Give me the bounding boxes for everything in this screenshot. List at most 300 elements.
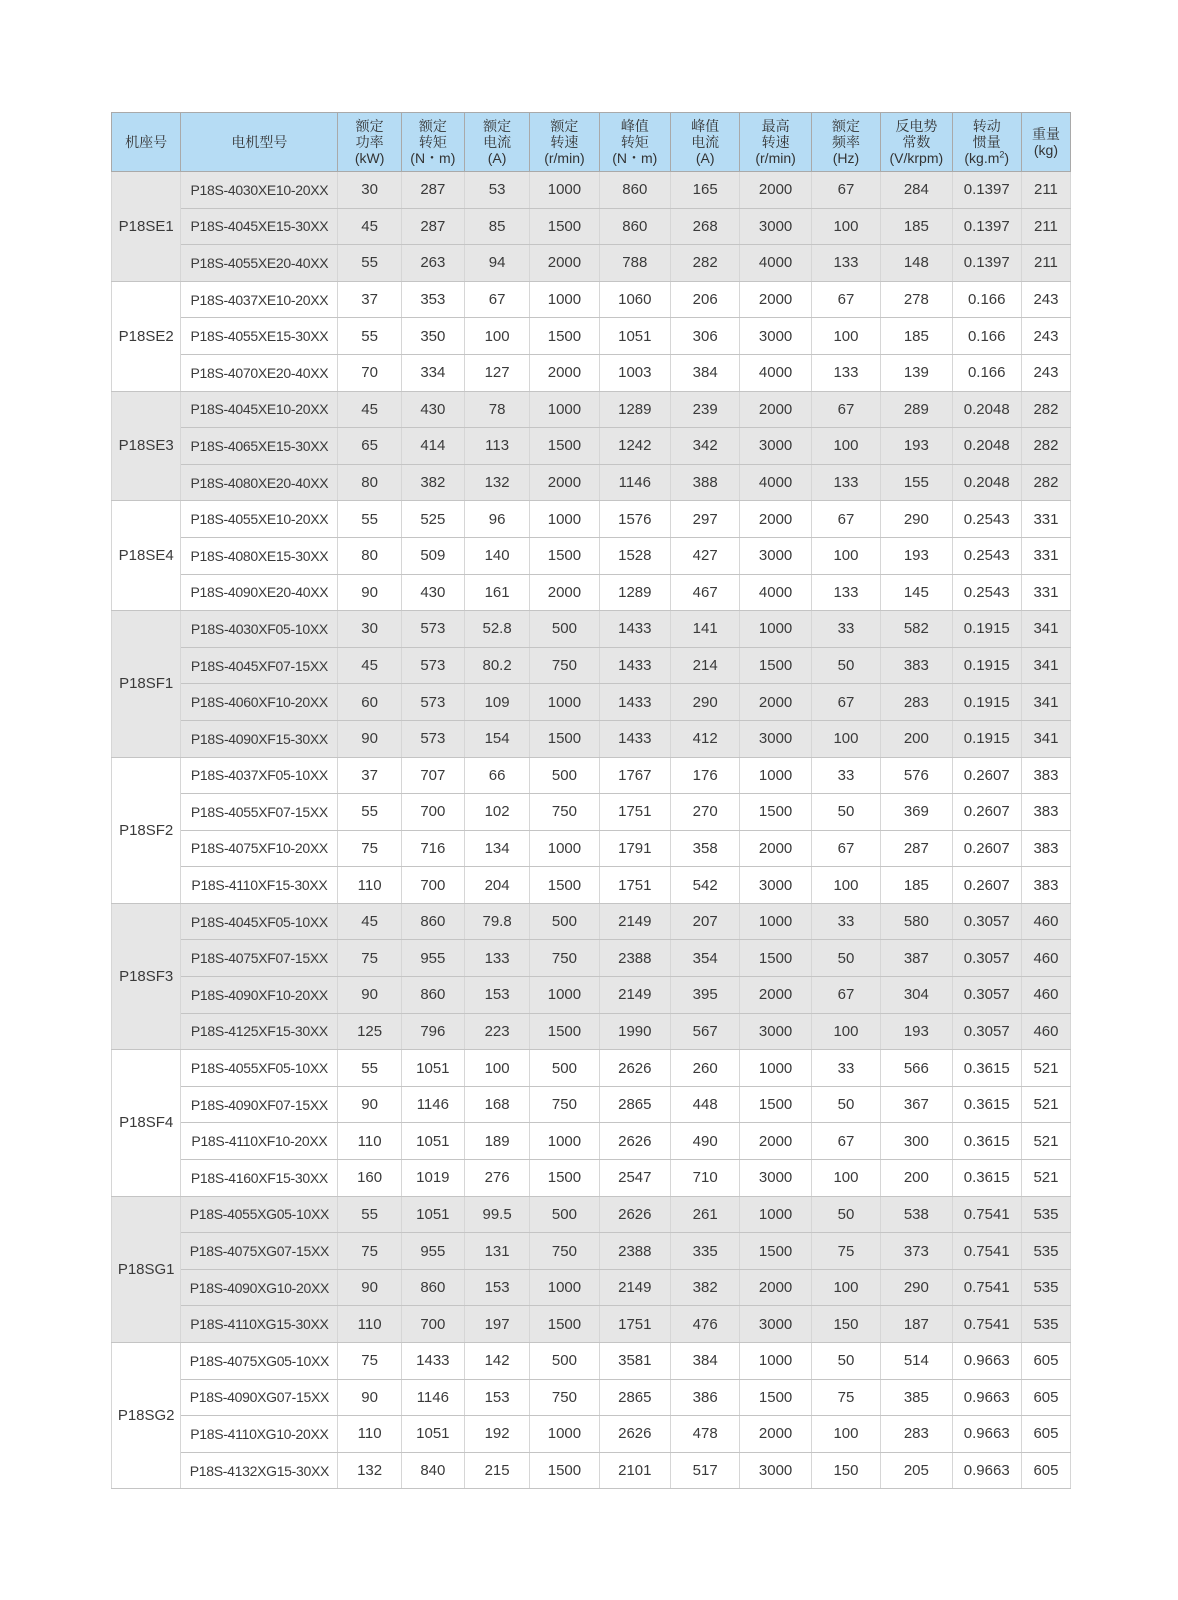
- value-cell: 4000: [740, 354, 811, 391]
- value-cell: 525: [401, 501, 464, 538]
- value-cell: 1751: [599, 867, 670, 904]
- value-cell: 0.3057: [952, 940, 1021, 977]
- value-cell: 1000: [530, 391, 599, 428]
- value-cell: 2626: [599, 1123, 670, 1160]
- model-cell: P18S-4110XF15-30XX: [181, 867, 338, 904]
- value-cell: 304: [881, 977, 952, 1014]
- table-row: [112, 903, 1071, 940]
- value-cell: 200: [881, 1160, 952, 1197]
- value-cell: 2149: [599, 903, 670, 940]
- value-cell: 341: [1021, 611, 1070, 648]
- value-cell: 1576: [599, 501, 670, 538]
- value-cell: 113: [464, 428, 529, 465]
- value-cell: 342: [671, 428, 740, 465]
- model-cell: P18S-4045XE15-30XX: [181, 208, 338, 245]
- value-cell: 750: [530, 794, 599, 831]
- value-cell: 52.8: [464, 611, 529, 648]
- value-cell: 161: [464, 574, 529, 611]
- table-body: [112, 172, 1071, 1489]
- value-cell: 1000: [740, 757, 811, 794]
- value-cell: 1051: [401, 1050, 464, 1087]
- value-cell: 750: [530, 1233, 599, 1270]
- value-cell: 134: [464, 830, 529, 867]
- value-cell: 341: [1021, 720, 1070, 757]
- header-rated-speed: 额定 转速 (r/min): [530, 113, 599, 172]
- value-cell: 1289: [599, 391, 670, 428]
- frame-cell: P18SG2: [112, 1343, 181, 1489]
- value-cell: 125: [338, 1013, 401, 1050]
- value-cell: 750: [530, 1086, 599, 1123]
- table-row: [112, 940, 1071, 977]
- value-cell: 605: [1021, 1343, 1070, 1380]
- value-cell: 100: [811, 867, 880, 904]
- frame-cell: P18SF4: [112, 1050, 181, 1196]
- value-cell: 290: [881, 1269, 952, 1306]
- value-cell: 369: [881, 794, 952, 831]
- value-cell: 100: [811, 208, 880, 245]
- value-cell: 214: [671, 647, 740, 684]
- value-cell: 1500: [740, 1086, 811, 1123]
- frame-cell: P18SF1: [112, 611, 181, 757]
- model-cell: P18S-4055XF07-15XX: [181, 794, 338, 831]
- value-cell: 430: [401, 574, 464, 611]
- value-cell: 3000: [740, 1160, 811, 1197]
- value-cell: 140: [464, 537, 529, 574]
- value-cell: 788: [599, 245, 670, 282]
- value-cell: 350: [401, 318, 464, 355]
- value-cell: 1000: [530, 501, 599, 538]
- value-cell: 750: [530, 1379, 599, 1416]
- value-cell: 80.2: [464, 647, 529, 684]
- value-cell: 383: [1021, 794, 1070, 831]
- value-cell: 2626: [599, 1050, 670, 1087]
- model-cell: P18S-4090XF07-15XX: [181, 1086, 338, 1123]
- table-row: [112, 1379, 1071, 1416]
- value-cell: 155: [881, 464, 952, 501]
- table-row: [112, 1013, 1071, 1050]
- value-cell: 0.166: [952, 354, 1021, 391]
- value-cell: 1000: [740, 903, 811, 940]
- model-cell: P18S-4110XG10-20XX: [181, 1416, 338, 1453]
- value-cell: 289: [881, 391, 952, 428]
- value-cell: 3000: [740, 428, 811, 465]
- table-row: [112, 537, 1071, 574]
- value-cell: 517: [671, 1452, 740, 1489]
- value-cell: 0.2048: [952, 464, 1021, 501]
- table-row: [112, 245, 1071, 282]
- table-row: [112, 464, 1071, 501]
- value-cell: 2000: [530, 574, 599, 611]
- value-cell: 0.7541: [952, 1269, 1021, 1306]
- value-cell: 1500: [740, 1233, 811, 1270]
- value-cell: 50: [811, 1086, 880, 1123]
- value-cell: 100: [811, 1160, 880, 1197]
- value-cell: 605: [1021, 1416, 1070, 1453]
- model-cell: P18S-4075XG07-15XX: [181, 1233, 338, 1270]
- value-cell: 0.3615: [952, 1086, 1021, 1123]
- value-cell: 860: [401, 1269, 464, 1306]
- value-cell: 2101: [599, 1452, 670, 1489]
- value-cell: 0.2607: [952, 830, 1021, 867]
- value-cell: 45: [338, 208, 401, 245]
- model-cell: P18S-4055XG05-10XX: [181, 1196, 338, 1233]
- value-cell: 80: [338, 537, 401, 574]
- value-cell: 160: [338, 1160, 401, 1197]
- value-cell: 127: [464, 354, 529, 391]
- model-cell: P18S-4080XE15-30XX: [181, 537, 338, 574]
- table-row: [112, 977, 1071, 1014]
- value-cell: 243: [1021, 318, 1070, 355]
- value-cell: 3000: [740, 208, 811, 245]
- value-cell: 1500: [530, 537, 599, 574]
- value-cell: 955: [401, 1233, 464, 1270]
- value-cell: 1751: [599, 1306, 670, 1343]
- value-cell: 3000: [740, 1452, 811, 1489]
- value-cell: 67: [811, 830, 880, 867]
- value-cell: 0.9663: [952, 1343, 1021, 1380]
- value-cell: 197: [464, 1306, 529, 1343]
- value-cell: 75: [811, 1379, 880, 1416]
- value-cell: 78: [464, 391, 529, 428]
- value-cell: 1003: [599, 354, 670, 391]
- value-cell: 211: [1021, 245, 1070, 282]
- value-cell: 207: [671, 903, 740, 940]
- value-cell: 2149: [599, 977, 670, 1014]
- table-row: [112, 1269, 1071, 1306]
- model-cell: P18S-4065XE15-30XX: [181, 428, 338, 465]
- table-row: [112, 1416, 1071, 1453]
- value-cell: 3000: [740, 720, 811, 757]
- value-cell: 0.166: [952, 281, 1021, 318]
- header-row: [112, 113, 1071, 172]
- header-back-emf: 反电势 常数 (V/krpm): [881, 113, 952, 172]
- value-cell: 500: [530, 1343, 599, 1380]
- value-cell: 90: [338, 977, 401, 1014]
- value-cell: 1000: [740, 1050, 811, 1087]
- value-cell: 284: [881, 172, 952, 209]
- value-cell: 3000: [740, 867, 811, 904]
- value-cell: 45: [338, 647, 401, 684]
- value-cell: 1433: [599, 647, 670, 684]
- table-row: [112, 611, 1071, 648]
- header-peak-torque: 峰值 转矩 (N・m): [599, 113, 670, 172]
- value-cell: 710: [671, 1160, 740, 1197]
- value-cell: 2388: [599, 1233, 670, 1270]
- value-cell: 2000: [740, 830, 811, 867]
- value-cell: 0.3057: [952, 977, 1021, 1014]
- table-row: [112, 647, 1071, 684]
- value-cell: 148: [881, 245, 952, 282]
- value-cell: 33: [811, 757, 880, 794]
- value-cell: 287: [401, 208, 464, 245]
- table-row: [112, 684, 1071, 721]
- model-cell: P18S-4090XF10-20XX: [181, 977, 338, 1014]
- value-cell: 1000: [530, 1416, 599, 1453]
- value-cell: 206: [671, 281, 740, 318]
- value-cell: 1500: [530, 720, 599, 757]
- model-cell: P18S-4075XF10-20XX: [181, 830, 338, 867]
- value-cell: 1500: [530, 1306, 599, 1343]
- model-cell: P18S-4045XF07-15XX: [181, 647, 338, 684]
- value-cell: 860: [599, 172, 670, 209]
- value-cell: 67: [811, 501, 880, 538]
- value-cell: 110: [338, 1123, 401, 1160]
- value-cell: 414: [401, 428, 464, 465]
- value-cell: 385: [881, 1379, 952, 1416]
- header-rated-current: 额定 电流 (A): [464, 113, 529, 172]
- value-cell: 573: [401, 611, 464, 648]
- value-cell: 1000: [530, 281, 599, 318]
- value-cell: 4000: [740, 464, 811, 501]
- value-cell: 141: [671, 611, 740, 648]
- value-cell: 3000: [740, 1306, 811, 1343]
- value-cell: 538: [881, 1196, 952, 1233]
- value-cell: 168: [464, 1086, 529, 1123]
- value-cell: 45: [338, 391, 401, 428]
- value-cell: 0.2048: [952, 391, 1021, 428]
- value-cell: 460: [1021, 903, 1070, 940]
- header-weight: 重量 (kg): [1021, 113, 1070, 172]
- table-row: [112, 1160, 1071, 1197]
- value-cell: 331: [1021, 501, 1070, 538]
- value-cell: 1500: [530, 1452, 599, 1489]
- value-cell: 1051: [599, 318, 670, 355]
- value-cell: 96: [464, 501, 529, 538]
- table-row: [112, 574, 1071, 611]
- value-cell: 354: [671, 940, 740, 977]
- value-cell: 154: [464, 720, 529, 757]
- value-cell: 448: [671, 1086, 740, 1123]
- value-cell: 297: [671, 501, 740, 538]
- value-cell: 0.2607: [952, 867, 1021, 904]
- value-cell: 341: [1021, 647, 1070, 684]
- table-row: [112, 1452, 1071, 1489]
- value-cell: 341: [1021, 684, 1070, 721]
- value-cell: 100: [811, 720, 880, 757]
- value-cell: 387: [881, 940, 952, 977]
- model-cell: P18S-4045XE10-20XX: [181, 391, 338, 428]
- value-cell: 100: [811, 537, 880, 574]
- value-cell: 153: [464, 977, 529, 1014]
- value-cell: 243: [1021, 281, 1070, 318]
- value-cell: 100: [464, 318, 529, 355]
- value-cell: 860: [401, 903, 464, 940]
- value-cell: 383: [1021, 830, 1070, 867]
- value-cell: 0.1397: [952, 208, 1021, 245]
- value-cell: 2000: [740, 501, 811, 538]
- value-cell: 290: [671, 684, 740, 721]
- frame-cell: P18SE3: [112, 391, 181, 501]
- value-cell: 2000: [740, 172, 811, 209]
- table-row: [112, 391, 1071, 428]
- value-cell: 185: [881, 318, 952, 355]
- header-rated-power: 额定 功率 (kW): [338, 113, 401, 172]
- value-cell: 193: [881, 428, 952, 465]
- value-cell: 412: [671, 720, 740, 757]
- value-cell: 382: [671, 1269, 740, 1306]
- value-cell: 1500: [740, 940, 811, 977]
- value-cell: 1500: [740, 1379, 811, 1416]
- model-cell: P18S-4125XF15-30XX: [181, 1013, 338, 1050]
- value-cell: 1000: [740, 1196, 811, 1233]
- value-cell: 90: [338, 720, 401, 757]
- value-cell: 750: [530, 647, 599, 684]
- table-row: [112, 1196, 1071, 1233]
- value-cell: 133: [464, 940, 529, 977]
- value-cell: 187: [881, 1306, 952, 1343]
- value-cell: 1289: [599, 574, 670, 611]
- value-cell: 139: [881, 354, 952, 391]
- table-row: [112, 720, 1071, 757]
- value-cell: 535: [1021, 1269, 1070, 1306]
- value-cell: 386: [671, 1379, 740, 1416]
- value-cell: 500: [530, 903, 599, 940]
- value-cell: 150: [811, 1452, 880, 1489]
- header-rated-torque: 额定 转矩 (N・m): [401, 113, 464, 172]
- value-cell: 133: [811, 245, 880, 282]
- value-cell: 67: [811, 172, 880, 209]
- table-row: [112, 501, 1071, 538]
- value-cell: 100: [811, 1416, 880, 1453]
- value-cell: 0.2543: [952, 574, 1021, 611]
- value-cell: 263: [401, 245, 464, 282]
- model-cell: P18S-4030XF05-10XX: [181, 611, 338, 648]
- model-cell: P18S-4055XF05-10XX: [181, 1050, 338, 1087]
- value-cell: 131: [464, 1233, 529, 1270]
- value-cell: 373: [881, 1233, 952, 1270]
- value-cell: 94: [464, 245, 529, 282]
- value-cell: 582: [881, 611, 952, 648]
- model-cell: P18S-4075XG05-10XX: [181, 1343, 338, 1380]
- value-cell: 334: [401, 354, 464, 391]
- value-cell: 0.2543: [952, 537, 1021, 574]
- value-cell: 573: [401, 720, 464, 757]
- value-cell: 427: [671, 537, 740, 574]
- table-row: [112, 794, 1071, 831]
- value-cell: 1051: [401, 1196, 464, 1233]
- value-cell: 605: [1021, 1379, 1070, 1416]
- value-cell: 99.5: [464, 1196, 529, 1233]
- value-cell: 1146: [401, 1379, 464, 1416]
- value-cell: 860: [401, 977, 464, 1014]
- value-cell: 1000: [740, 611, 811, 648]
- value-cell: 605: [1021, 1452, 1070, 1489]
- model-cell: P18S-4090XG07-15XX: [181, 1379, 338, 1416]
- value-cell: 55: [338, 1050, 401, 1087]
- value-cell: 716: [401, 830, 464, 867]
- value-cell: 65: [338, 428, 401, 465]
- value-cell: 1500: [530, 208, 599, 245]
- frame-cell: P18SE2: [112, 281, 181, 391]
- value-cell: 1528: [599, 537, 670, 574]
- value-cell: 500: [530, 1050, 599, 1087]
- value-cell: 67: [811, 1123, 880, 1160]
- frame-cell: P18SF2: [112, 757, 181, 903]
- value-cell: 50: [811, 940, 880, 977]
- value-cell: 204: [464, 867, 529, 904]
- value-cell: 353: [401, 281, 464, 318]
- value-cell: 2000: [740, 684, 811, 721]
- value-cell: 1000: [740, 1343, 811, 1380]
- value-cell: 282: [671, 245, 740, 282]
- header-max-speed: 最高 转速 (r/min): [740, 113, 811, 172]
- value-cell: 3000: [740, 537, 811, 574]
- value-cell: 0.3057: [952, 903, 1021, 940]
- value-cell: 282: [1021, 464, 1070, 501]
- value-cell: 2000: [740, 391, 811, 428]
- model-cell: P18S-4037XE10-20XX: [181, 281, 338, 318]
- value-cell: 30: [338, 611, 401, 648]
- value-cell: 490: [671, 1123, 740, 1160]
- value-cell: 215: [464, 1452, 529, 1489]
- value-cell: 750: [530, 940, 599, 977]
- value-cell: 282: [1021, 428, 1070, 465]
- value-cell: 109: [464, 684, 529, 721]
- value-cell: 521: [1021, 1123, 1070, 1160]
- value-cell: 384: [671, 1343, 740, 1380]
- value-cell: 75: [811, 1233, 880, 1270]
- value-cell: 37: [338, 281, 401, 318]
- value-cell: 1500: [530, 867, 599, 904]
- value-cell: 335: [671, 1233, 740, 1270]
- value-cell: 67: [811, 391, 880, 428]
- value-cell: 500: [530, 1196, 599, 1233]
- value-cell: 150: [811, 1306, 880, 1343]
- table-row: [112, 1123, 1071, 1160]
- value-cell: 2547: [599, 1160, 670, 1197]
- value-cell: 33: [811, 903, 880, 940]
- value-cell: 90: [338, 1086, 401, 1123]
- table-row: [112, 1343, 1071, 1380]
- value-cell: 383: [1021, 757, 1070, 794]
- value-cell: 260: [671, 1050, 740, 1087]
- value-cell: 189: [464, 1123, 529, 1160]
- value-cell: 1500: [530, 1160, 599, 1197]
- value-cell: 0.1915: [952, 611, 1021, 648]
- value-cell: 223: [464, 1013, 529, 1050]
- value-cell: 60: [338, 684, 401, 721]
- model-cell: P18S-4055XE10-20XX: [181, 501, 338, 538]
- value-cell: 4000: [740, 245, 811, 282]
- value-cell: 2000: [530, 245, 599, 282]
- value-cell: 1019: [401, 1160, 464, 1197]
- value-cell: 278: [881, 281, 952, 318]
- value-cell: 0.3615: [952, 1160, 1021, 1197]
- value-cell: 500: [530, 757, 599, 794]
- value-cell: 1767: [599, 757, 670, 794]
- value-cell: 2000: [740, 977, 811, 1014]
- value-cell: 100: [811, 1013, 880, 1050]
- value-cell: 0.2607: [952, 757, 1021, 794]
- value-cell: 1990: [599, 1013, 670, 1050]
- value-cell: 30: [338, 172, 401, 209]
- value-cell: 37: [338, 757, 401, 794]
- model-cell: P18S-4075XF07-15XX: [181, 940, 338, 977]
- value-cell: 261: [671, 1196, 740, 1233]
- value-cell: 1000: [530, 1269, 599, 1306]
- value-cell: 1051: [401, 1416, 464, 1453]
- value-cell: 573: [401, 647, 464, 684]
- model-cell: P18S-4045XF05-10XX: [181, 903, 338, 940]
- header-frame: 机座号: [112, 113, 181, 172]
- table-row: [112, 172, 1071, 209]
- value-cell: 0.7541: [952, 1306, 1021, 1343]
- value-cell: 133: [811, 574, 880, 611]
- value-cell: 145: [881, 574, 952, 611]
- value-cell: 573: [401, 684, 464, 721]
- value-cell: 55: [338, 318, 401, 355]
- value-cell: 3000: [740, 318, 811, 355]
